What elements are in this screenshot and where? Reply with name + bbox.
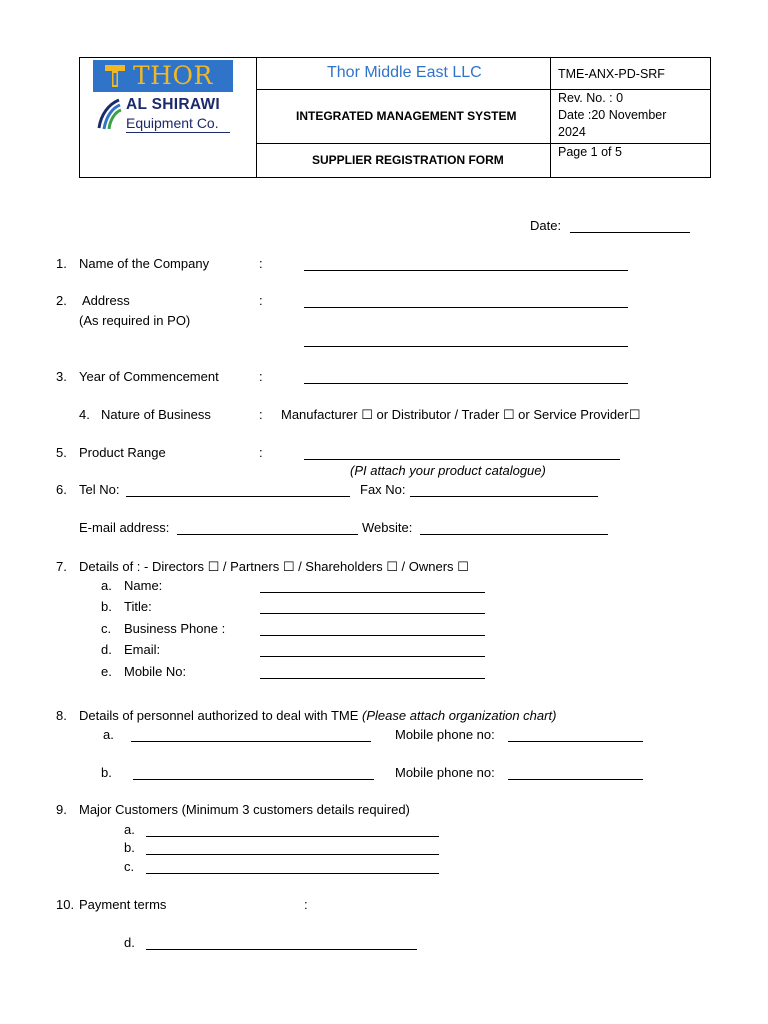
q8a-letter: a. (103, 727, 114, 742)
address-field-1[interactable] (304, 307, 628, 308)
hammer-icon (101, 62, 129, 90)
q7d-letter: d. (101, 642, 112, 657)
q7e-letter: e. (101, 664, 112, 679)
q8-number: 8. (56, 708, 67, 723)
director-email-field[interactable] (260, 656, 485, 657)
director-mobile-field[interactable] (260, 678, 485, 679)
q8b-letter: b. (101, 765, 112, 780)
logo-underline (126, 132, 230, 133)
thor-logo (93, 60, 233, 92)
company-name-field[interactable] (304, 270, 628, 271)
fax-field[interactable] (410, 496, 598, 497)
q3-label: Year of Commencement (79, 369, 219, 384)
address-field-2[interactable] (304, 346, 628, 347)
tel-label: Tel No: (79, 482, 120, 497)
rev-no: Rev. No. : 0 (558, 91, 624, 105)
q7c-letter: c. (101, 621, 112, 636)
doc-code: TME-ANX-PD-SRF (558, 67, 665, 81)
customer-a-field[interactable] (146, 836, 439, 837)
q2-colon: : (259, 293, 263, 308)
logo-line2: Equipment Co. (126, 115, 219, 131)
date-field[interactable] (570, 232, 690, 233)
doc-date: Date :20 November (558, 108, 667, 122)
date-label: Date: (530, 218, 562, 233)
q8-label-text: Details of personnel authorized to deal with TME (79, 708, 363, 723)
q7-number: 7. (56, 559, 67, 574)
q7-label[interactable]: Details of : - Directors ☐ / Partners ☐ / Shareholders ☐ / Owners ☐ (79, 559, 469, 574)
q8-note: (Please attach organization chart) (362, 708, 557, 723)
q1-colon: : (259, 256, 263, 271)
logo-thor-text: THOR (133, 61, 213, 90)
business-phone-field[interactable] (260, 635, 485, 636)
email-field[interactable] (177, 534, 358, 535)
q4-number: 4. (79, 407, 90, 422)
q2-number: 2. (56, 293, 67, 308)
q7b-letter: b. (101, 599, 112, 614)
personnel-a-field[interactable] (131, 741, 371, 742)
form-title: SUPPLIER REGISTRATION FORM (312, 153, 504, 167)
doc-date-year: 2024 (558, 125, 586, 139)
q1-label: Name of the Company (79, 256, 210, 271)
q4-colon: : (259, 407, 263, 422)
q8a-mobile-label: Mobile phone no: (395, 727, 495, 742)
q7a-letter: a. (101, 578, 112, 593)
q8b-mobile-label: Mobile phone no: (395, 765, 495, 780)
swoosh-icon (95, 96, 123, 132)
q2-label: Address (82, 293, 130, 308)
q9a-letter: a. (124, 822, 135, 837)
q9-number: 9. (56, 802, 67, 817)
payment-terms-field[interactable] (146, 949, 417, 950)
tel-field[interactable] (126, 496, 350, 497)
catalogue-note: (PI attach your product catalogue) (350, 463, 546, 478)
q3-colon: : (259, 369, 263, 384)
q7e-label: Mobile No: (124, 664, 187, 679)
website-field[interactable] (420, 534, 608, 535)
header-divider (256, 89, 710, 90)
q5-label: Product Range (79, 445, 166, 460)
q3-number: 3. (56, 369, 67, 384)
email-label: E-mail address: (79, 520, 170, 535)
system-name: INTEGRATED MANAGEMENT SYSTEM (296, 109, 517, 123)
q10d-letter: d. (124, 935, 135, 950)
product-range-field[interactable] (304, 459, 620, 460)
customer-b-field[interactable] (146, 854, 439, 855)
q9c-letter: c. (124, 859, 135, 874)
customer-c-field[interactable] (146, 873, 439, 874)
q7b-label: Title: (124, 599, 152, 614)
q9b-letter: b. (124, 840, 135, 855)
q10-label: Payment terms (79, 897, 167, 912)
director-name-field[interactable] (260, 592, 485, 593)
q2-sub: (As required in PO) (79, 313, 191, 328)
q1-number: 1. (56, 256, 67, 271)
header-table (79, 57, 711, 178)
business-type-options[interactable]: Manufacturer ☐ or Distributor / Trader ☐ or Service Provider☐ (281, 407, 641, 422)
q7a-label: Name: (124, 578, 163, 593)
page-number: Page 1 of 5 (558, 145, 622, 159)
q10-number: 10. (56, 897, 75, 912)
q10-colon: : (304, 897, 308, 912)
logo-line1: AL SHIRAWI (126, 96, 220, 113)
header-divider (256, 58, 257, 177)
year-field[interactable] (304, 383, 628, 384)
q7d-label: Email: (124, 642, 161, 657)
q4-label: Nature of Business (101, 407, 211, 422)
personnel-a-mobile-field[interactable] (508, 741, 643, 742)
q5-colon: : (259, 445, 263, 460)
q9-label: Major Customers (Minimum 3 customers details required) (79, 802, 410, 817)
header-divider (256, 143, 710, 144)
personnel-b-field[interactable] (133, 779, 374, 780)
al-shirawi-logo (93, 94, 233, 138)
personnel-b-mobile-field[interactable] (508, 779, 643, 780)
header-divider (550, 58, 551, 177)
fax-label: Fax No: (360, 482, 406, 497)
q5-number: 5. (56, 445, 67, 460)
website-label: Website: (362, 520, 413, 535)
q8-label (79, 708, 556, 723)
director-title-field[interactable] (260, 613, 485, 614)
q7c-label: Business Phone : (124, 621, 226, 636)
q6-number: 6. (56, 482, 67, 497)
company-name: Thor Middle East LLC (327, 64, 482, 81)
